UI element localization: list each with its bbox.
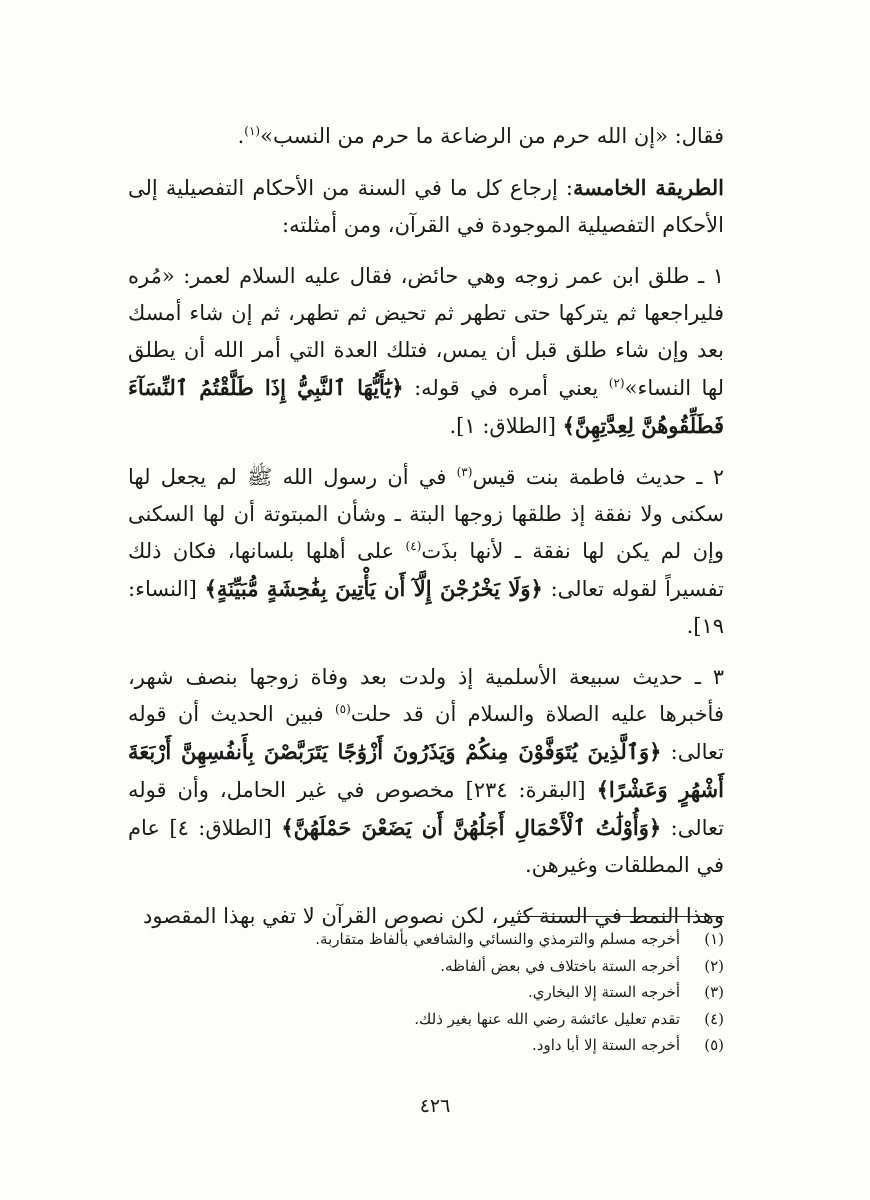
paragraph-intro-quote (128, 118, 724, 155)
quran-verse-nisa-19: ﴿وَلَا يَخْرُجْنَ إِلَّآ أَن يَأْتِينَ بِفَٰحِشَةٍ مُّبَيِّنَةٍ﴾ (204, 576, 543, 601)
footnote-text: أخرجه مسلم والترمذي والنسائي والشافعي بألفاظ متقاربة. (315, 930, 680, 948)
footnote-number: (٥) (704, 1036, 724, 1054)
footnote-item (128, 926, 724, 953)
intro-quote-end: . (237, 124, 245, 148)
intro-quote-text: فقال: «إن الله حرم من الرضاعة ما حرم من النسب» (260, 124, 724, 148)
example-3-text: ٣ ـ حديث سبيعة الأسلمية إذ ولدت بعد وفاة زوجها بنصف شهر، فأخبرها عليه الصلاة والسلام أن قد حلت (128, 665, 724, 726)
example-2-conclusion: على أهلها بلسانها، فكان ذلك تفسيراً لقوله تعالى: (128, 539, 724, 601)
closing-text: وهذا النمط في السنة كثير، لكن نصوص القرآن لا تفي بهذا المقصود (143, 904, 724, 928)
fifth-method-heading: الطريقة الخامسة (573, 175, 725, 200)
footnote-item (128, 979, 724, 1006)
example-1-continuation: يعني أمره في قوله: (403, 376, 609, 400)
quran-verse-talaq-4: ﴿وَأُوْلَٰتُ ٱلْأَحْمَالِ أَجَلُهُنَّ أَن يَضَعْنَ حَمْلَهُنَّ﴾ (281, 815, 662, 840)
footnote-ref-1[interactable]: (١) (244, 124, 261, 138)
paragraph-example-2 (128, 459, 724, 645)
quran-verse-baqara-234: ﴿وَٱلَّذِينَ يُتَوَفَّوْنَ مِنكُمْ وَيَذَرُونَ أَزْوَٰجًا يَتَرَبَّصْنَ بِأَنفُسِهِنَّ أَرْبَعَةَ أَشْهُرٍ وَعَشْرًا﴾ (128, 739, 724, 802)
quran-verse-talaq-1: ﴿يَٰٓأَيُّهَا ٱلنَّبِيُّ إِذَا طَلَّقْتُمُ ٱلنِّسَآءَ فَطَلِّقُوهُنَّ لِعِدَّتِهِنَّ﴾ (128, 375, 724, 438)
footnote-ref-2[interactable]: (٢) (608, 376, 625, 390)
footnote-number: (٤) (704, 1009, 724, 1028)
footnote-item (128, 1006, 724, 1033)
main-text (128, 118, 724, 949)
example-3-continuation: فبين الحديث أن قوله تعالى: (128, 702, 724, 764)
example-1-text: ١ ـ طلق ابن عمر زوجه وهي حائض، فقال عليه السلام لعمر: «مُره فليراجعها ثم يتركها حتى تطهر ثم تحيض ثم تطهر، ثم إن شاء أمسك بعد وإن شاء طلق قبل أن يمس، فتلك العدة التي أمر الله أن يطلق لها النساء» (128, 264, 725, 400)
footnote-ref-3[interactable]: (٣) (456, 465, 473, 479)
footnote-ref-4[interactable]: (٤) (405, 539, 422, 553)
paragraph-fifth-method (128, 169, 724, 244)
footnote-text: أخرجه الستة إلا البخاري. (527, 983, 680, 1001)
fifth-method-text: : إرجاع كل ما في السنة من الأحكام التفصيلية إلى الأحكام التفصيلية الموجودة في القرآن، ومن أمثلته: (128, 176, 724, 237)
footnote-ref-5[interactable]: (٥) (334, 702, 351, 716)
example-3-middle: [البقرة: ٢٣٤] مخصوص في غير الحامل، وأن قوله تعالى: (128, 778, 724, 840)
page-number: ٤٢٦ (419, 1095, 451, 1117)
footnote-text: تقدم تعليل عائشة رضي الله عنها بغير ذلك. (414, 1009, 680, 1028)
footnote-item (128, 953, 724, 980)
example-3-conclusion: [الطلاق: ٤] عام في المطلقات وغيرهن. (128, 816, 724, 877)
footnote-item (128, 1032, 724, 1059)
paragraph-example-3 (128, 659, 724, 884)
verse-reference-talaq-1: [الطلاق: ١]. (449, 414, 563, 438)
footnote-number: (٣) (704, 983, 724, 1001)
footnote-number: (١) (704, 930, 724, 948)
paragraph-example-1 (128, 258, 724, 445)
footnote-text: أخرجه الستة باختلاف في بعض ألفاظه. (440, 956, 680, 975)
footnote-number: (٢) (704, 956, 724, 975)
footnote-text: أخرجه الستة إلا أبا داود. (532, 1036, 680, 1054)
footnotes-list (128, 926, 724, 1059)
example-2-text: ٢ ـ حديث فاطمة بنت قيس (472, 465, 725, 489)
footnote-divider (518, 916, 724, 917)
verse-reference-nisa-19: [النساء: ١٩]. (128, 577, 724, 638)
example-2-continuation: في أن رسول الله ﷺ لم يجعل لها سكنى ولا نفقة إذ طلقها زوجها البتة ـ وشأن المبتوتة أن لها السكنى وإن لم يكن لها نفقة ـ لأنها بذَت (128, 465, 724, 563)
